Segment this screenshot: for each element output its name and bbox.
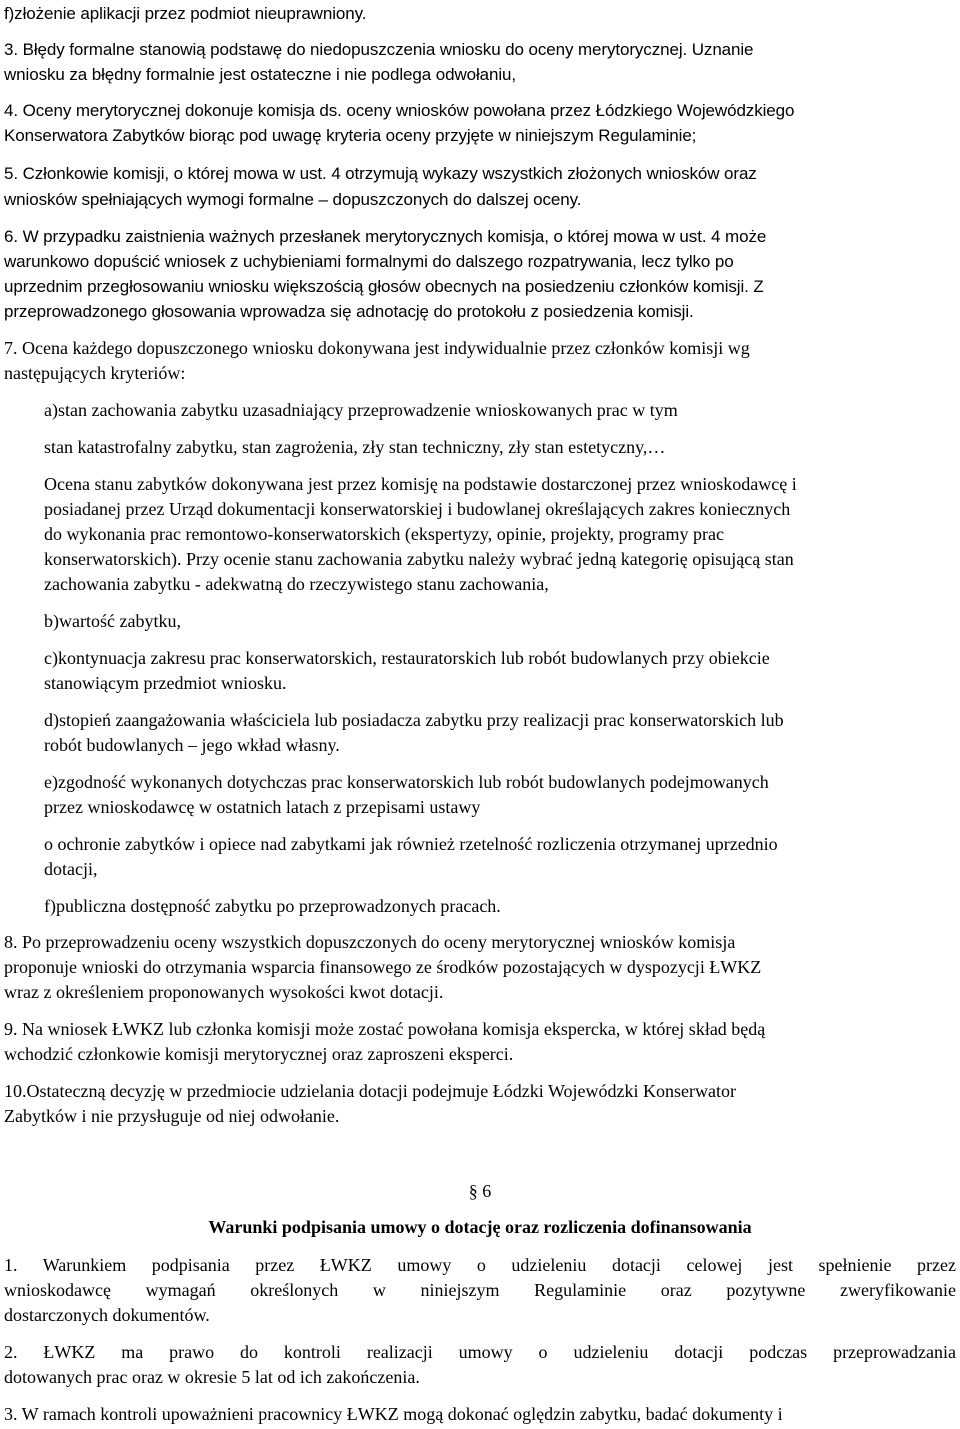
section-number: § 6 [468,1181,492,1201]
section-heading: Warunki podpisania umowy o dotację oraz rozliczenia dofinansowania [208,1217,752,1237]
text-line: f)złożenie aplikacji przez podmiot nieuprawniony. [4,4,367,23]
text-line: e)zgodność wykonanych dotychczas prac konserwatorskich lub robót budowlanych podejmowanych [44,772,769,792]
text-line: dotowanych prac oraz w okresie 5 lat od ich zakończenia. [4,1367,420,1387]
text-line: stanowiącym przedmiot wniosku. [44,673,287,693]
text-line: Konserwatora Zabytków biorąc pod uwagę kryteria oceny przyjęte w niniejszym Regulaminie; [4,126,697,145]
text-line: b)wartość zabytku, [44,611,181,631]
text-line: robót budowlanych – jego wkład własny. [44,735,340,755]
text-line: wniosków spełniających wymogi formalne – dopuszczonych do dalszej oceny. [4,190,582,209]
text-line: wraz z określeniem proponowanych wysokości kwot dotacji. [4,982,444,1002]
text-line: stan katastrofalny zabytku, stan zagrożenia, zły stan techniczny, zły stan estetyczny,… [44,437,666,457]
text-line: wnioskodawcę wymagań określonych w niniejszym Regulaminie oraz pozytywne zweryfikowanie [4,1280,956,1300]
text-line: przez wnioskodawcę w ostatnich latach z przepisami ustawy [44,797,481,817]
text-line: konserwatorskich). Przy ocenie stanu zachowania zabytku należy wybrać jedną kategorię opisującą stan [44,549,794,569]
text-line: 4. Oceny merytorycznej dokonuje komisja ds. oceny wniosków powołana przez Łódzkiego Wojewódzkiego [4,101,795,120]
text-line: 7. Ocena każdego dopuszczonego wniosku dokonywana jest indywidualnie przez członków komisji wg [4,338,750,358]
text-line: dostarczonych dokumentów. [4,1305,210,1325]
text-line: Ocena stanu zabytków dokonywana jest przez komisję na podstawie dostarczonej przez wnioskodawcę i [44,474,797,494]
text-line: c)kontynuacja zakresu prac konserwatorskich, restauratorskich lub robót budowlanych przy obiekcie [44,648,770,668]
text-line: dotacji, [44,859,98,879]
text-line: 1. Warunkiem podpisania przez ŁWKZ umowy o udzieleniu dotacji celowej jest spełnienie przez [4,1255,956,1275]
text-line: proponuje wnioski do otrzymania wsparcia finansowego ze środków pozostających w dyspozycji ŁWKZ [4,957,762,977]
text-line: Zabytków i nie przysługuje od niej odwołanie. [4,1106,340,1126]
text-line: f)publiczna dostępność zabytku po przeprowadzonych pracach. [44,896,501,916]
text-line: 10.Ostateczną decyzję w przedmiocie udzielania dotacji podejmuje Łódzki Wojewódzki Konserwator [4,1081,736,1101]
text-line: 5. Członkowie komisji, o której mowa w ust. 4 otrzymują wykazy wszystkich złożonych wniosków oraz [4,164,757,183]
text-line: do wykonania prac remontowo-konserwatorskich (ekspertyzy, opinie, projekty, programy prac [44,524,724,544]
text-line: 3. W ramach kontroli upoważnieni pracownicy ŁWKZ mogą dokonać oględzin zabytku, badać dokumenty i [4,1404,783,1424]
text-line: 3. Błędy formalne stanowią podstawę do niedopuszczenia wniosku do oceny merytorycznej. Uznanie [4,40,754,59]
text-line: 9. Na wniosek ŁWKZ lub członka komisji może zostać powołana komisja ekspercka, w której skład będą [4,1019,766,1039]
text-line: warunkowo dopuścić wniosek z uchybieniami formalnymi do dalszego rozpatrywania, lecz tylko po [4,252,734,271]
text-line: uprzednim przegłosowaniu wniosku większością głosów obecnych na posiedzeniu członków komisji. Z [4,277,764,296]
text-line: a)stan zachowania zabytku uzasadniający przeprowadzenie wnioskowanych prac w tym [44,400,678,420]
text-line: przeprowadzonego głosowania wprowadza się adnotację do protokołu z posiedzenia komisji. [4,302,694,321]
text-line: zachowania zabytku - adekwatną do rzeczywistego stanu zachowania, [44,574,549,594]
text-line: 8. Po przeprowadzeniu oceny wszystkich dopuszczonych do oceny merytorycznej wniosków komisja [4,932,736,952]
text-line: posiadanej przez Urząd dokumentacji konserwatorskiej i budowlanej określających zakres koniecznych [44,499,791,519]
text-line: wchodzić członkowie komisji merytorycznej oraz zaproszeni eksperci. [4,1044,514,1064]
text-line: następujących kryteriów: [4,363,186,383]
text-line: o ochronie zabytków i opiece nad zabytkami jak również rzetelność rozliczenia otrzymanej uprzednio [44,834,778,854]
text-line: 6. W przypadku zaistnienia ważnych przesłanek merytorycznych komisja, o której mowa w ust. 4 może [4,227,767,246]
text-line: 2. ŁWKZ ma prawo do kontroli realizacji umowy o udzieleniu dotacji podczas przeprowadzania [4,1342,956,1362]
text-line: d)stopień zaangażowania właściciela lub posiadacza zabytku przy realizacji prac konserwatorskich lub [44,710,784,730]
text-line: wniosku za błędny formalnie jest ostateczne i nie podlega odwołaniu, [4,65,517,84]
